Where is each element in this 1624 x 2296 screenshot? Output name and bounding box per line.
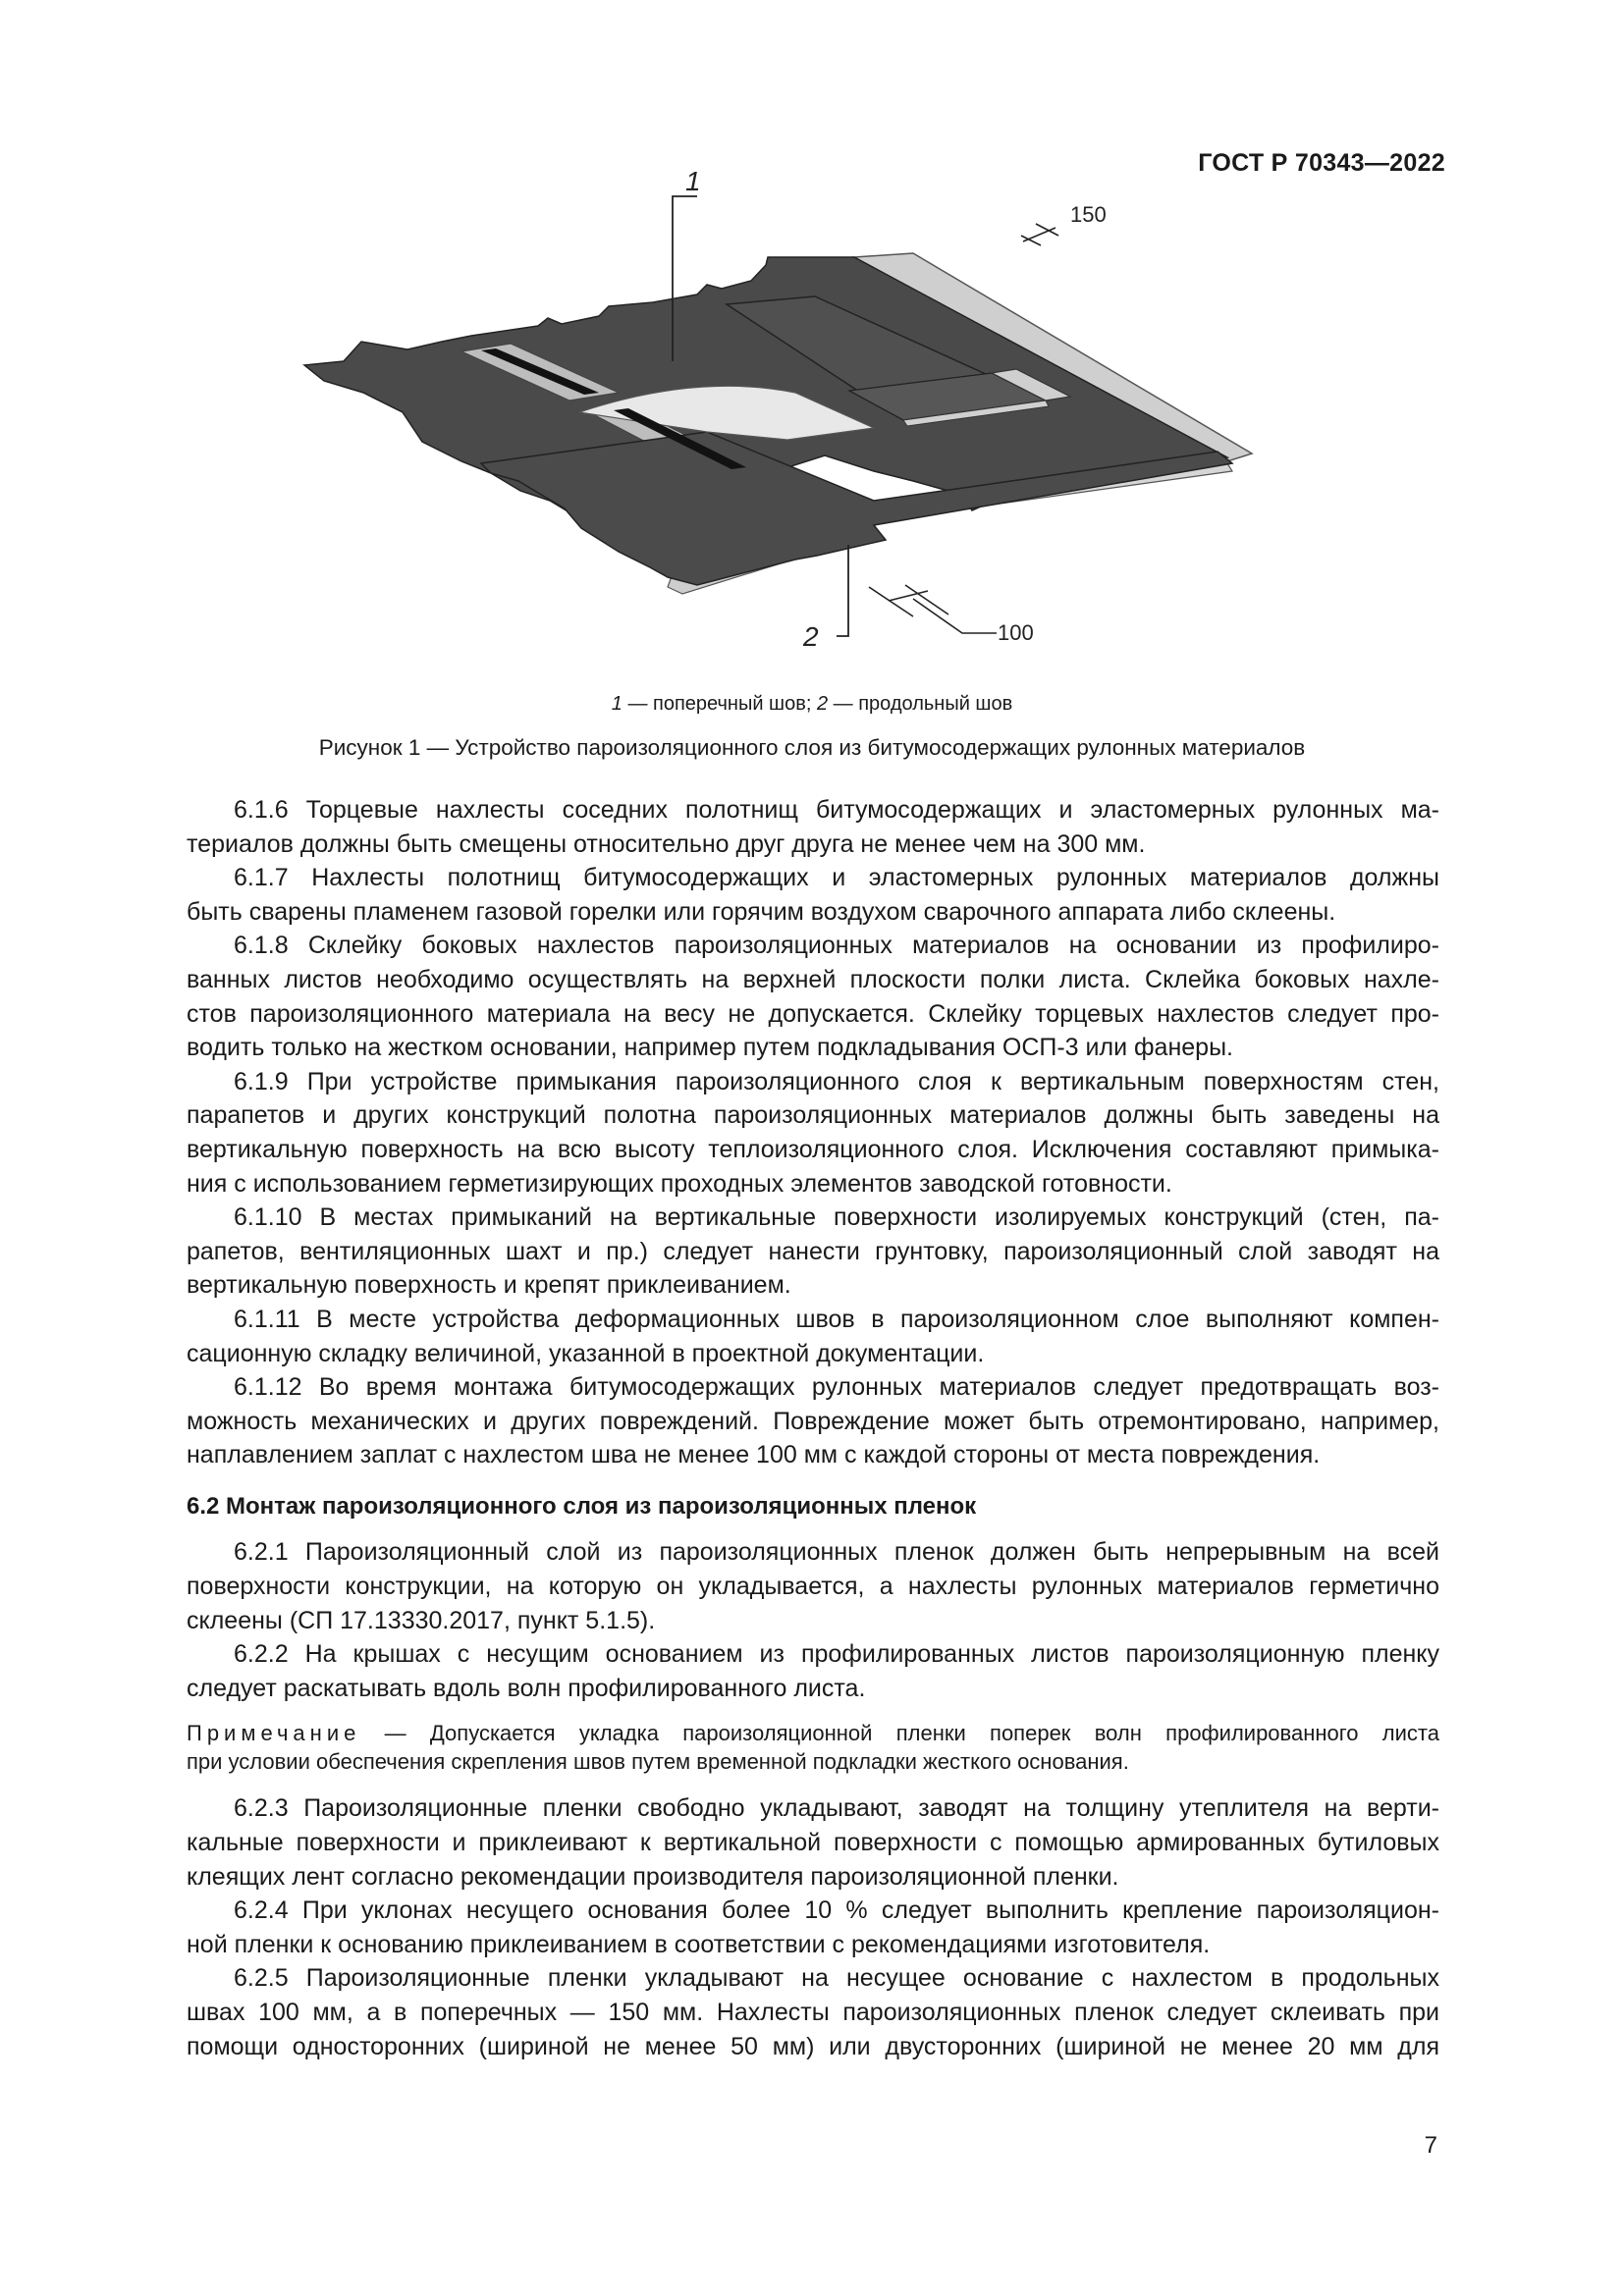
text-line: 6.1.8 Склейку боковых нахлестов пароизоляционных материалов на основании из профилиро- (234, 932, 1439, 960)
text-line: парапетов и других конструкций полотна пароизоляционных материалов должны быть заведены на (187, 1101, 1439, 1130)
dim-100-tick-2 (905, 585, 948, 614)
text-line: швах 100 мм, а в поперечных — 150 мм. Нахлесты пароизоляционных пленок следует склеивать при (187, 1999, 1439, 2026)
paragraph-6-2-2 (187, 1637, 1439, 1705)
legend-num-1: 1 (611, 693, 623, 715)
dim-150-label: 150 (1070, 202, 1107, 227)
text-line: териалов должны быть смещены относительно друг друга не менее чем на 300 мм. (187, 829, 1146, 858)
body-text (187, 793, 1439, 2063)
paragraph-6-2-3 (187, 1791, 1439, 1894)
text-line: ния с использованием герметизирующих проходных элементов заводской готовности. (187, 1169, 1172, 1198)
text-line: вертикальную поверхность и крепят приклеиванием. (187, 1271, 791, 1300)
paragraphs-6-2-b (187, 1791, 1439, 2063)
text-line: быть сварены пламенем газовой горелки или горячим воздухом сварочного аппарата либо склеены. (187, 897, 1336, 926)
text-line: 6.2.1 Пароизоляционный слой из пароизоляционных пленок должен быть непрерывным на всей (234, 1538, 1439, 1567)
callout-2-leader (837, 545, 848, 636)
paragraph-6-1-6 (187, 793, 1439, 861)
legend-text-1: — поперечный шов; (622, 693, 817, 715)
text-line: поверхности конструкции, на которую он укладывается, а нахлесты рулонных материалов герметично (187, 1573, 1439, 1601)
text-line: склеены (СП 17.13330.2017, пункт 5.1.5). (187, 1606, 656, 1634)
section-heading-6-2: 6.2 Монтаж пароизоляционного слоя из пароизоляционных пленок (187, 1492, 977, 1520)
dim-100-tick-1 (869, 587, 913, 616)
paragraphs-6-1 (187, 793, 1439, 1472)
note-line-2: при условии обеспечения скрепления швов путем временной подкладки жесткого основания. (187, 1749, 1129, 1775)
text-line: наплавлением заплат с нахлестом шва не менее 100 мм с каждой стороны от места повреждения. (187, 1441, 1321, 1469)
paragraph-6-1-8 (187, 929, 1439, 1064)
text-line: 6.1.12 Во время монтажа битумосодержащих рулонных материалов следует предотвращать воз- (234, 1373, 1439, 1402)
paragraph-6-2-1 (187, 1535, 1439, 1637)
text-line: 6.2.4 При уклонах несущего основания более 10 % следует выполнить крепление пароизоляцион- (234, 1896, 1439, 1925)
standard-code: ГОСТ Р 70343—2022 (1198, 149, 1445, 177)
dim-150-arrow (1023, 228, 1056, 241)
page-number: 7 (1424, 2132, 1437, 2159)
text-line: клеящих лент согласно рекомендации производителя пароизоляционной пленки. (187, 1862, 1119, 1891)
text-line: вертикальную поверхность на всю высоту теплоизоляционного слоя. Исключения составляют примыка- (187, 1135, 1439, 1163)
text-line: 6.1.11 В месте устройства деформационных швов в пароизоляционном слое выполняют компен- (234, 1305, 1439, 1333)
text-line: 6.1.7 Нахлесты полотнищ битумосодержащих и эластомерных рулонных материалов должны (234, 864, 1439, 892)
paragraph-6-1-10 (187, 1201, 1439, 1303)
text-line: кальные поверхности и приклеивают к вертикальной поверхности с помощью армированных бутиловых (187, 1829, 1439, 1857)
text-line: следует раскатывать вдоль волн профилированного листа. (187, 1674, 866, 1702)
text-line: стов пароизоляционного материала на весу не допускается. Склейку торцевых нахлестов следует про- (187, 999, 1439, 1028)
figure-legend (0, 693, 1624, 716)
figure-illustration (285, 166, 1267, 667)
note (187, 1719, 1439, 1776)
paragraph-6-2-4 (187, 1894, 1439, 1961)
text-line: ной пленки к основанию приклеиванием в соответствии с рекомендациями изготовителя. (187, 1930, 1211, 1958)
legend-num-2: 2 (816, 693, 829, 715)
text-line: водить только на жестком основании, например путем подкладывания ОСП-3 или фанеры. (187, 1034, 1233, 1062)
dim-100-leader (913, 599, 997, 633)
text-line: рапетов, вентиляционных шахт и пр.) следует нанести грунтовку, пароизоляционный слой заводят на (187, 1237, 1439, 1265)
paragraph-6-1-11 (187, 1303, 1439, 1370)
dim-100-label: 100 (998, 620, 1034, 645)
legend-text-2: — продольный шов (828, 693, 1013, 715)
text-line: 6.2.5 Пароизоляционные пленки укладывают на несущее основание с нахлестом в продольных (234, 1964, 1439, 1993)
callout-1-label: 1 (685, 166, 701, 196)
text-line: можность механических и других повреждений. Повреждение может быть отремонтировано, например, (187, 1407, 1439, 1435)
paragraphs-6-2-a (187, 1535, 1439, 1705)
dim-150-tick-2 (1036, 224, 1058, 236)
figure-1 (285, 166, 1267, 667)
text-line: 6.1.10 В местах примыканий на вертикальные поверхности изолируемых конструкций (стен, па- (234, 1203, 1439, 1232)
text-line: ванных листов необходимо осуществлять на верхней плоскости полки листа. Склейка боковых нахле- (187, 965, 1439, 993)
paragraph-6-2-5 (187, 1961, 1439, 2063)
text-line: 6.2.2 На крышах с несущим основанием из профилированных листов пароизоляционную пленку (234, 1640, 1439, 1669)
text-line: 6.2.3 Пароизоляционные пленки свободно укладывают, заводят на толщину утеплителя на верти- (234, 1794, 1439, 1823)
text-line: 6.1.6 Торцевые нахлесты соседних полотнищ битумосодержащих и эластомерных рулонных ма- (234, 796, 1439, 824)
paragraph-6-1-12 (187, 1370, 1439, 1472)
note-label: Примечание (187, 1721, 361, 1746)
figure-caption: Рисунок 1 — Устройство пароизоляционного слоя из битумосодержащих рулонных материалов (318, 735, 1306, 760)
paragraph-6-1-9 (187, 1065, 1439, 1201)
callout-2-label: 2 (803, 621, 819, 652)
text-line: сационную складку величиной, указанной в проектной документации. (187, 1339, 985, 1367)
note-text-1: — Допускается укладка пароизоляционной пленки поперек волн профилированного листа (360, 1721, 1439, 1746)
text-line: 6.1.9 При устройстве примыкания пароизоляционного слоя к вертикальным поверхностям стен, (234, 1067, 1439, 1095)
paragraph-6-1-7 (187, 861, 1439, 929)
text-line: помощи односторонних (шириной не менее 50 мм) или двусторонних (шириной не менее 20 мм для (187, 2032, 1439, 2060)
note-line-1 (187, 1719, 1439, 1747)
